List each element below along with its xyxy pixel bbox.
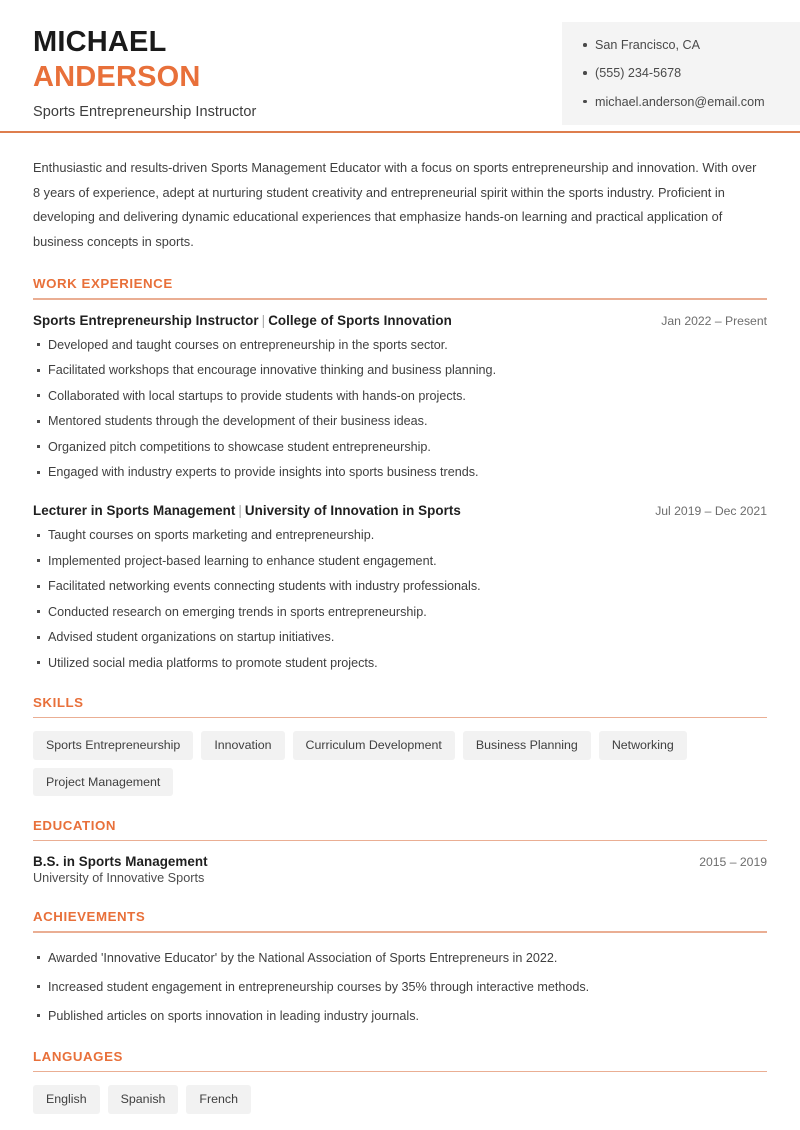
- contact-box: [562, 22, 800, 125]
- bullet-item: Facilitated networking events connecting students with industry professionals.: [33, 578, 767, 595]
- work-entry-header: [33, 313, 767, 328]
- skill-chip: Project Management: [33, 768, 173, 796]
- language-chip: English: [33, 1085, 100, 1113]
- section-rule-work: [33, 298, 767, 300]
- work-entry-bullets: [33, 527, 767, 672]
- section-achievements: [33, 909, 767, 1025]
- work-entry-bullets: [33, 337, 767, 482]
- education-degree: B.S. in Sports Management: [33, 854, 208, 870]
- candidate-job-title: Sports Entrepreneurship Instructor: [33, 103, 257, 120]
- bullet-item: Taught courses on sports marketing and entrepreneurship.: [33, 527, 767, 544]
- education-date: 2015 – 2019: [699, 855, 767, 870]
- section-title-languages: LANGUAGES: [33, 1048, 123, 1064]
- professional-summary: Enthusiastic and results-driven Sports Management Educator with a focus on sports entrepreneurship and innovation. With over 8 years of experience, adept at nurturing student creativity and entrepreneurial spirit within the sports industry. Proficient in developing and delivering dynamic educational experiences that emphasize hands-on learning and practical application of business concepts in sports.: [33, 160, 757, 249]
- bullet-item: Mentored students through the development of their business ideas.: [33, 413, 767, 430]
- work-role: Lecturer in Sports Management: [33, 503, 236, 519]
- language-chip: Spanish: [108, 1085, 179, 1113]
- section-rule-skills: [33, 717, 767, 719]
- section-rule-education: [33, 840, 767, 842]
- bullet-item: Increased student engagement in entrepreneurship courses by 35% through interactive methods.: [33, 979, 767, 996]
- last-name: ANDERSON: [33, 60, 201, 93]
- section-education: [33, 818, 767, 886]
- bullet-item: Engaged with industry experts to provide insights into sports business trends.: [33, 464, 767, 481]
- work-entry: [33, 503, 767, 672]
- education-entry-header: [33, 854, 767, 869]
- language-chip: French: [186, 1085, 251, 1113]
- work-entry-title: [33, 313, 452, 328]
- work-organization: College of Sports Innovation: [268, 312, 452, 328]
- title-separator: |: [238, 503, 242, 519]
- work-entry-date: Jan 2022 – Present: [661, 313, 767, 328]
- skill-chip: Business Planning: [463, 731, 591, 759]
- languages-chip-list: [33, 1085, 767, 1113]
- title-separator: |: [261, 312, 266, 328]
- section-languages: [33, 1049, 767, 1114]
- work-entry-title: [33, 503, 461, 518]
- section-title-skills: SKILLS: [33, 694, 84, 710]
- first-name: MICHAEL: [33, 26, 167, 58]
- work-entry-header: [33, 503, 767, 518]
- work-entry: [33, 313, 767, 482]
- section-skills: [33, 695, 767, 796]
- bullet-item: Utilized social media platforms to promote student projects.: [33, 655, 767, 672]
- skill-chip: Curriculum Development: [293, 731, 455, 759]
- bullet-item: Organized pitch competitions to showcase student entrepreneurship.: [33, 439, 767, 456]
- resume-content: [0, 156, 800, 1114]
- header-identity: [0, 0, 256, 120]
- education-entry: [33, 854, 767, 885]
- education-institution: University of Innovative Sports: [33, 871, 205, 886]
- bullet-item: Conducted research on emerging trends in sports entrepreneurship.: [33, 604, 767, 621]
- bullet-item: Published articles on sports innovation in leading industry journals.: [33, 1008, 767, 1025]
- section-work-experience: [33, 276, 767, 672]
- candidate-name: [33, 25, 256, 95]
- bullet-item: Advised student organizations on startup initiatives.: [33, 629, 767, 646]
- bullet-item: Collaborated with local startups to provide students with hands-on projects.: [33, 388, 767, 405]
- header-divider: [0, 131, 800, 133]
- section-rule-achievements: [33, 931, 767, 933]
- achievements-list: [33, 950, 767, 1025]
- section-title-work: WORK EXPERIENCE: [33, 276, 173, 292]
- contact-location: San Francisco, CA: [582, 38, 800, 52]
- section-title-education: EDUCATION: [33, 817, 117, 833]
- skill-chip: Innovation: [201, 731, 284, 759]
- work-entry-date: Jul 2019 – Dec 2021: [655, 504, 767, 519]
- work-role: Sports Entrepreneurship Instructor: [33, 312, 259, 328]
- contact-phone: (555) 234-5678: [582, 66, 800, 80]
- section-title-achievements: ACHIEVEMENTS: [33, 909, 146, 925]
- bullet-item: Implemented project-based learning to enhance student engagement.: [33, 553, 767, 570]
- work-organization: University of Innovation in Sports: [244, 503, 461, 519]
- skill-chip: Networking: [599, 731, 687, 759]
- resume-header: [0, 0, 800, 132]
- bullet-item: Developed and taught courses on entrepreneurship in the sports sector.: [33, 337, 767, 354]
- skill-chip: Sports Entrepreneurship: [33, 731, 193, 759]
- skills-chip-list: [33, 731, 767, 796]
- contact-email: michael.anderson@email.com: [582, 95, 800, 109]
- bullet-item: Facilitated workshops that encourage innovative thinking and business planning.: [33, 362, 767, 379]
- section-rule-languages: [33, 1071, 767, 1073]
- bullet-item: Awarded 'Innovative Educator' by the National Association of Sports Entrepreneurs in 2022.: [33, 950, 767, 967]
